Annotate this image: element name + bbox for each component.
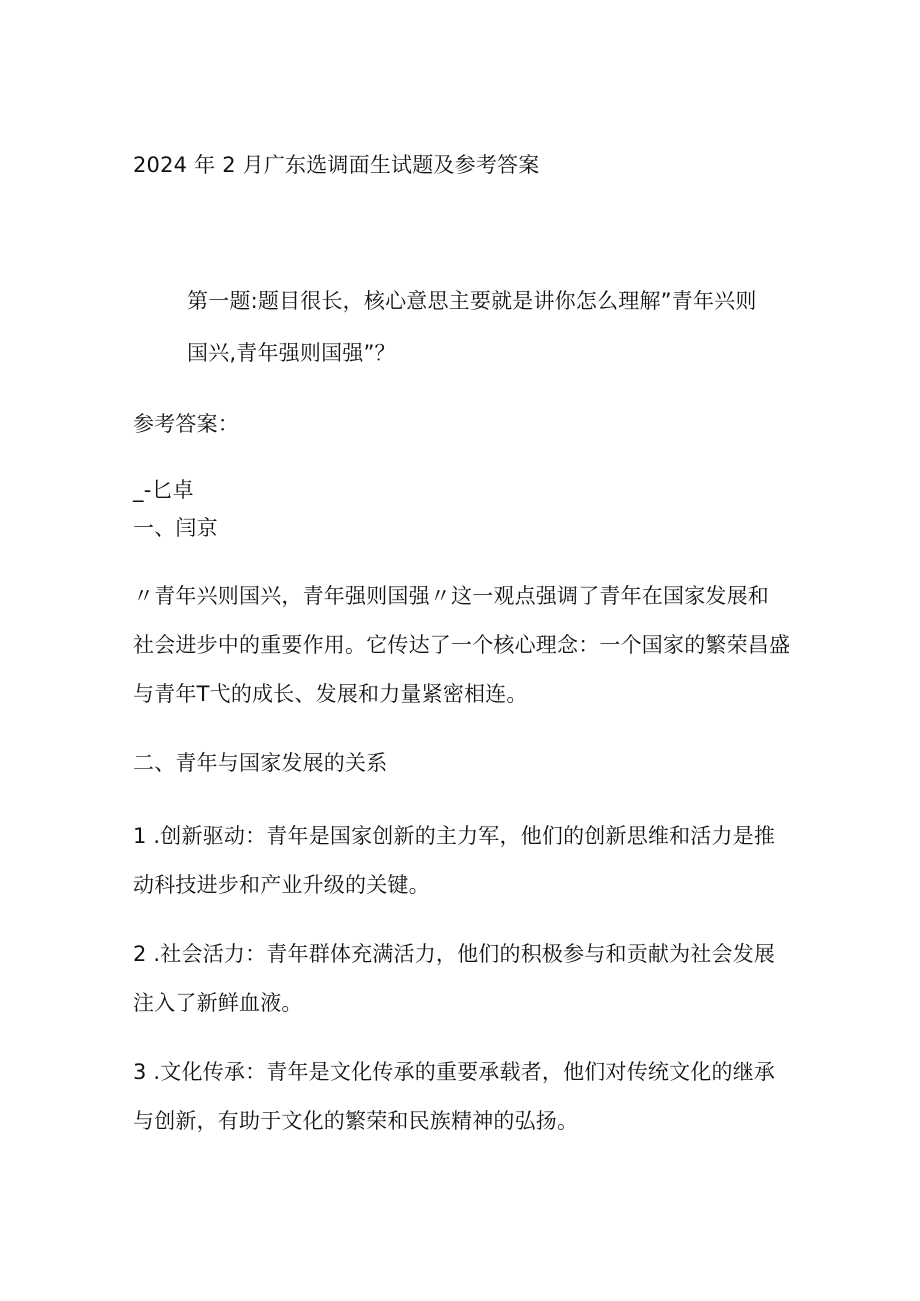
question-line-1: 第一题:题目很长，核心意思主要就是讲你怎么理解”青年兴则	[187, 289, 757, 313]
section-1-paragraph-line: 与青年T弋的成长、发展和力量紧密相连。	[133, 682, 528, 706]
list-item-3-line-1: 3 .文化传承：青年是文化传承的重要承载者，他们对传统文化的继承	[133, 1060, 776, 1084]
section-1-paragraph-line: 〃青年兴则国兴，青年强则国强〃这一观点强调了青年在国家发展和	[133, 584, 769, 608]
section-1-heading: 一、闫京	[133, 516, 218, 540]
reference-answer-label: 参考答案：	[133, 412, 239, 436]
list-item-2-line-1: 2 .社会活力：青年群体充满活力，他们的积极参与和贡献为社会发展	[133, 942, 776, 966]
list-item-2-line-2: 注入了新鲜血液。	[133, 991, 303, 1015]
list-item-1-line-1: 1 .创新驱动：青年是国家创新的主力军，他们的创新思维和活力是推	[133, 824, 776, 848]
section-1-paragraph-line: 社会进步中的重要作用。它传达了一个核心理念：一个国家的繁荣昌盛	[133, 633, 791, 657]
garbled-heading: _-匕卓	[133, 478, 194, 502]
question-line-2: 国兴,青年强则国强”？	[187, 341, 396, 365]
section-2-heading: 二、青年与国家发展的关系	[133, 751, 388, 775]
list-item-3-line-2: 与创新，有助于文化的繁荣和民族精神的弘扬。	[133, 1109, 579, 1133]
document-title: 2024 年 2 月广东选调面生试题及参考答案	[133, 153, 540, 177]
list-item-1-line-2: 动科技进步和产业升级的关键。	[133, 873, 430, 897]
